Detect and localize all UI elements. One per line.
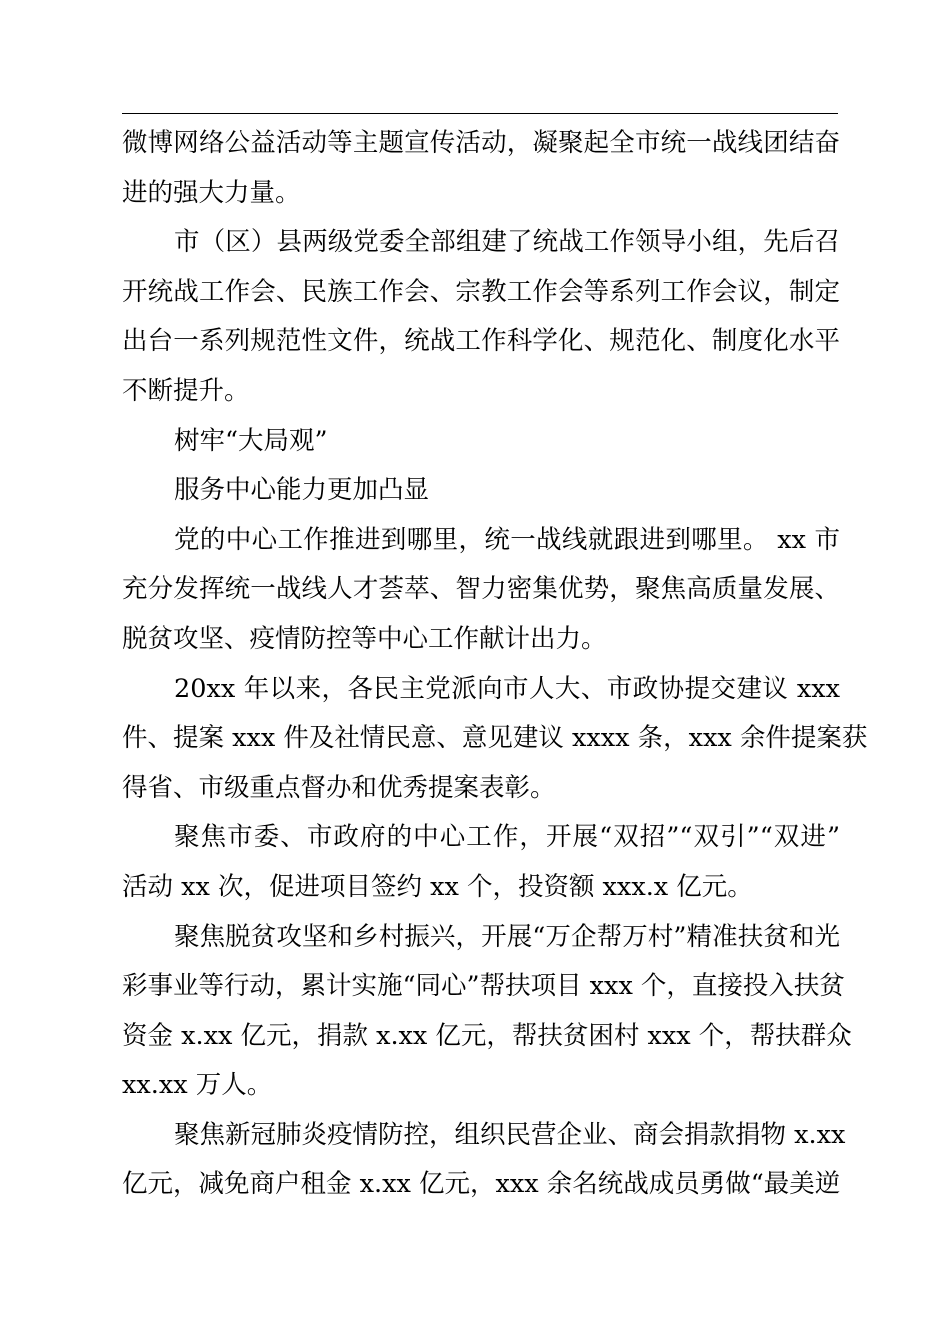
text-line: 进的强大力量。 [122, 177, 301, 208]
text-line: 充分发挥统一战线人才荟萃、智力密集优势，聚焦高质量发展、 [122, 574, 840, 605]
text-line: 聚焦新冠肺炎疫情防控，组织民营企业、商会捐款捐物 x.xx [174, 1119, 846, 1150]
text-line: 党的中心工作推进到哪里，统一战线就跟进到哪里。 xx 市 [174, 524, 840, 555]
text-line: 出台一系列规范性文件，统战工作科学化、规范化、制度化水平 [122, 326, 840, 357]
text-line: 不断提升。 [122, 375, 250, 406]
text-line: 件、提案 xxx 件及社情民意、意见建议 xxxx 条，xxx 余件提案获 [122, 723, 868, 754]
text-line: 脱贫攻坚、疫情防控等中心工作献计出力。 [122, 623, 607, 654]
header-rule [122, 113, 838, 114]
text-line: 开统战工作会、民族工作会、宗教工作会等系列工作会议，制定 [122, 276, 840, 307]
text-line: 亿元，减免商户租金 x.xx 亿元，xxx 余名统战成员勇做“最美逆 [122, 1169, 841, 1200]
text-line: 市（区）县两级党委全部组建了统战工作领导小组，先后召 [174, 227, 840, 258]
text-line: 聚焦脱贫攻坚和乡村振兴，开展“万企帮万村”精准扶贫和光 [174, 921, 840, 952]
text-line: 20xx 年以来，各民主党派向市人大、市政协提交建议 xxx [174, 673, 840, 704]
text-line: 树牢“大局观” [174, 425, 328, 456]
text-line: 活动 xx 次，促进项目签约 xx 个，投资额 xxx.x 亿元。 [122, 871, 753, 902]
text-line: 微博网络公益活动等主题宣传活动，凝聚起全市统一战线团结奋 [122, 128, 840, 158]
text-line: 聚焦市委、市政府的中心工作，开展“双招”“双引”“双进” [174, 822, 840, 853]
text-line: 资金 x.xx 亿元，捐款 x.xx 亿元，帮扶贫困村 xxx 个，帮扶群众 [122, 1020, 852, 1051]
text-line: 彩事业等行动，累计实施“同心”帮扶项目 xxx 个，直接投入扶贫 [122, 971, 845, 1002]
text-line: 得省、市级重点督办和优秀提案表彰。 [122, 772, 556, 803]
text-line: 服务中心能力更加凸显 [174, 475, 430, 506]
body-text [122, 119, 868, 1210]
text-line: xx.xx 万人。 [122, 1070, 273, 1101]
